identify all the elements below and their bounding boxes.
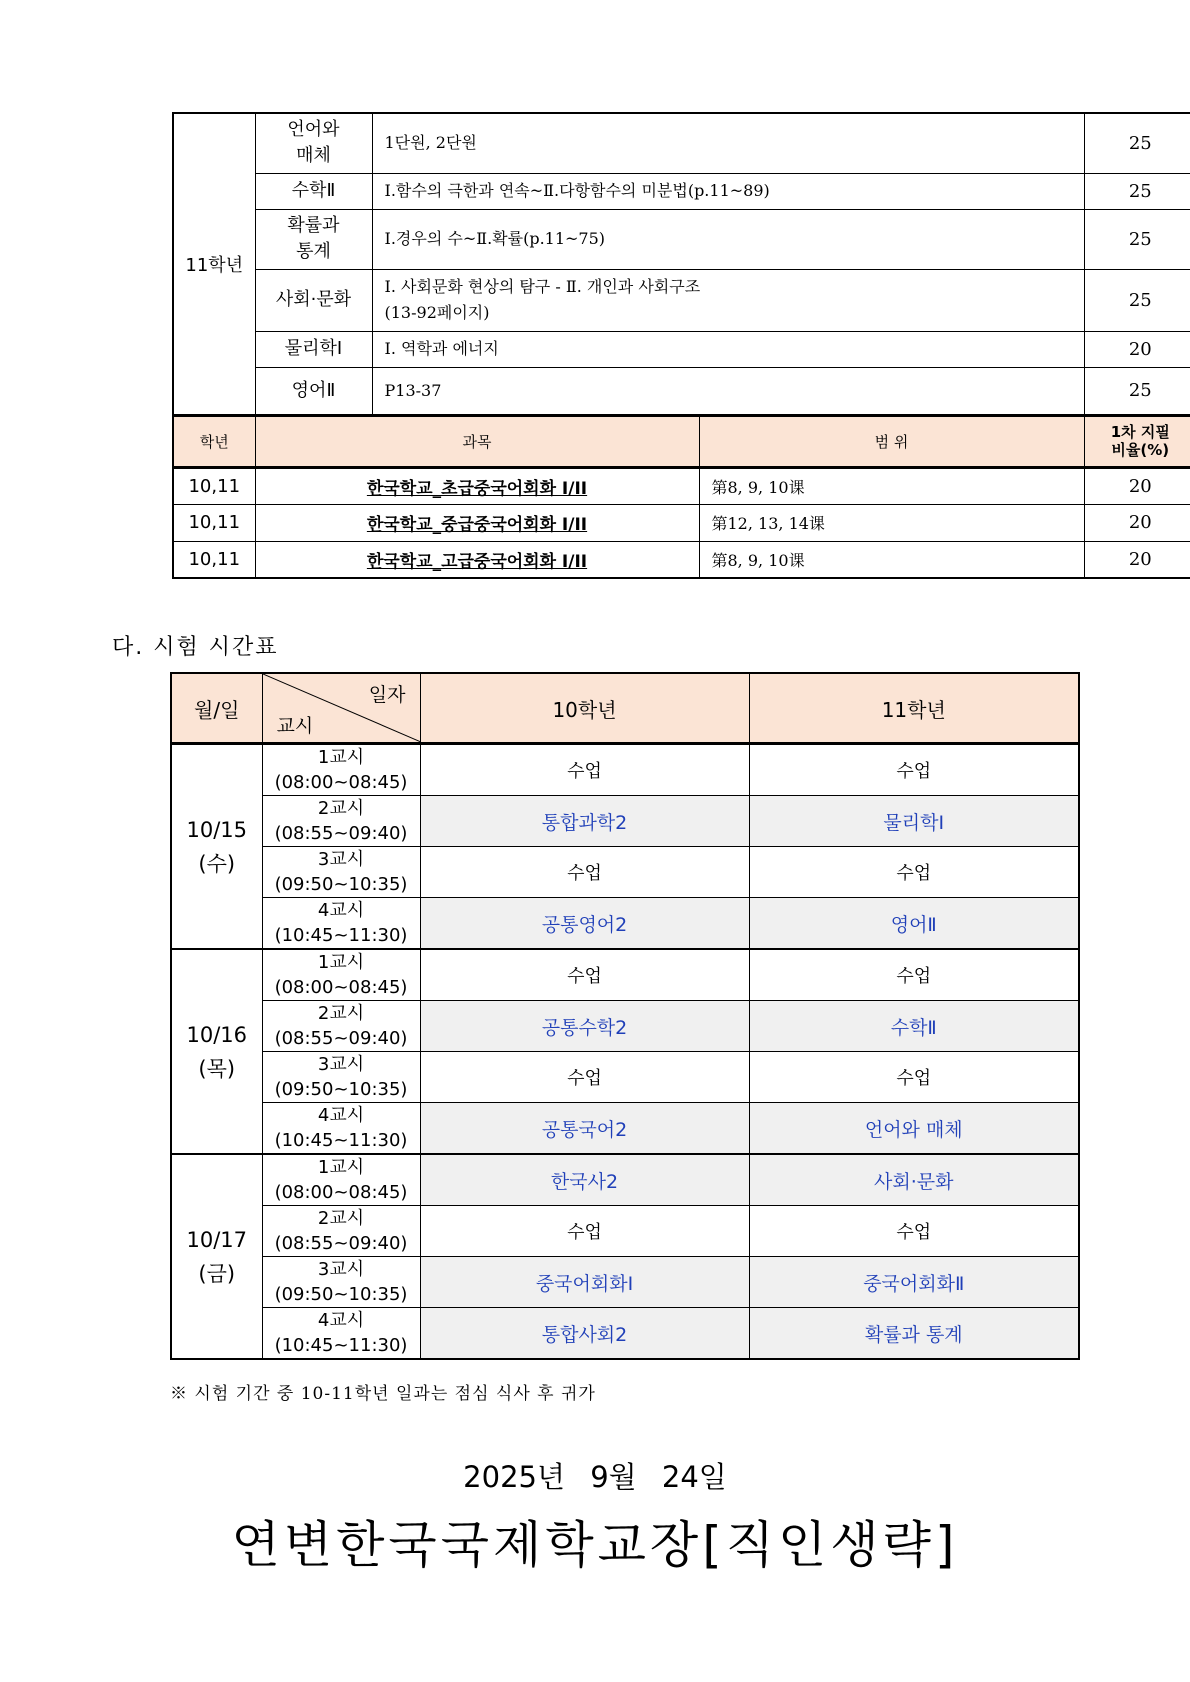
exam-range: Ⅰ.경우의 수~Ⅱ.확률(p.11~75) xyxy=(372,209,1084,269)
grade10-subject: 수업 xyxy=(420,744,749,796)
period-time: 3교시 (09:50~10:35) xyxy=(262,847,420,898)
exam-range: P13-37 xyxy=(372,367,1084,415)
exam-percent: 25 xyxy=(1084,113,1190,173)
grade10-subject: 공통영어2 xyxy=(420,898,749,950)
exam-percent: 25 xyxy=(1084,173,1190,209)
schedule-row xyxy=(171,744,1079,796)
exam-percent: 25 xyxy=(1084,209,1190,269)
period-time: 1교시 (08:00~08:45) xyxy=(262,744,420,796)
header-grade11: 11학년 xyxy=(749,673,1079,744)
schedule-row xyxy=(171,1154,1079,1206)
schedule-row xyxy=(171,1103,1079,1155)
schedule-row xyxy=(171,1052,1079,1103)
subject-name: 영어Ⅱ xyxy=(255,367,372,415)
subject-name: 언어와 매체 xyxy=(255,113,372,173)
exam-percent: 25 xyxy=(1084,269,1190,331)
chinese-course-row xyxy=(173,504,1190,541)
exam-schedule-table xyxy=(170,672,1080,1360)
course-name: 한국학교_중급중국어회화 I/II xyxy=(255,504,699,541)
grade11-subject: 수업 xyxy=(749,744,1079,796)
schedule-row xyxy=(171,796,1079,847)
range-row xyxy=(173,331,1190,367)
header-grade: 학년 xyxy=(173,415,255,467)
grade10-subject: 중국어회화Ⅰ xyxy=(420,1257,749,1308)
schedule-row xyxy=(171,1001,1079,1052)
period-time: 1교시 (08:00~08:45) xyxy=(262,949,420,1001)
header-diagonal-cell xyxy=(262,673,420,744)
course-percent: 20 xyxy=(1084,541,1190,578)
exam-range: Ⅰ.함수의 극한과 연속~Ⅱ.다항함수의 미분법(p.11~89) xyxy=(372,173,1084,209)
grade11-subject: 수업 xyxy=(749,1206,1079,1257)
grade10-subject: 공통수학2 xyxy=(420,1001,749,1052)
exam-range: Ⅰ. 역학과 에너지 xyxy=(372,331,1084,367)
exam-date: 10/16 (목) xyxy=(171,949,262,1154)
grade10-subject: 수업 xyxy=(420,949,749,1001)
range-row xyxy=(173,113,1190,173)
course-name: 한국학교_고급중국어회화 I/II xyxy=(255,541,699,578)
schedule-row xyxy=(171,847,1079,898)
exam-date: 10/17 (금) xyxy=(171,1154,262,1359)
course-name: 한국학교_초급중국어회화 I/II xyxy=(255,467,699,504)
chinese-course-row xyxy=(173,467,1190,504)
period-time: 2교시 (08:55~09:40) xyxy=(262,1206,420,1257)
period-time: 2교시 (08:55~09:40) xyxy=(262,1001,420,1052)
grade11-subject: 수학Ⅱ xyxy=(749,1001,1079,1052)
course-range: 第12, 13, 14课 xyxy=(699,504,1084,541)
grade10-subject: 수업 xyxy=(420,847,749,898)
grade11-subject: 중국어회화Ⅱ xyxy=(749,1257,1079,1308)
issue-date: 2025년 9월 24일 xyxy=(463,1460,727,1494)
course-percent: 20 xyxy=(1084,504,1190,541)
header-date: 월/일 xyxy=(171,673,262,744)
grade10-subject: 한국사2 xyxy=(420,1154,749,1206)
header-day-label: 일자 xyxy=(368,684,406,706)
footnote: ※ 시험 기간 중 10-11학년 일과는 점심 식사 후 귀가 xyxy=(170,1384,596,1404)
schedule-row xyxy=(171,949,1079,1001)
schedule-header-row xyxy=(171,673,1079,744)
exam-date: 10/15 (수) xyxy=(171,744,262,950)
schedule-row xyxy=(171,898,1079,950)
grade-label: 11학년 xyxy=(173,113,255,415)
subject-name: 물리학Ⅰ xyxy=(255,331,372,367)
period-time: 3교시 (09:50~10:35) xyxy=(262,1257,420,1308)
header-percent: 1차 지필 비율(%) xyxy=(1084,415,1190,467)
range-row xyxy=(173,209,1190,269)
range-header-row xyxy=(173,415,1190,467)
schedule-row xyxy=(171,1308,1079,1360)
period-time: 4교시 (10:45~11:30) xyxy=(262,1308,420,1360)
course-grade: 10,11 xyxy=(173,541,255,578)
course-grade: 10,11 xyxy=(173,467,255,504)
chinese-course-row xyxy=(173,541,1190,578)
period-time: 1교시 (08:00~08:45) xyxy=(262,1154,420,1206)
section-title: 다. 시험 시간표 xyxy=(112,635,279,660)
schedule-row xyxy=(171,1257,1079,1308)
period-time: 4교시 (10:45~11:30) xyxy=(262,898,420,950)
grade10-subject: 수업 xyxy=(420,1206,749,1257)
header-subject: 과목 xyxy=(255,415,699,467)
course-percent: 20 xyxy=(1084,467,1190,504)
range-row xyxy=(173,173,1190,209)
header-period-label: 교시 xyxy=(276,715,314,737)
grade11-subject: 수업 xyxy=(749,847,1079,898)
grade10-subject: 통합사회2 xyxy=(420,1308,749,1360)
grade11-subject: 수업 xyxy=(749,949,1079,1001)
principal-signature: 연변한국국제학교장[직인생략] xyxy=(231,1516,959,1574)
grade11-subject: 물리학Ⅰ xyxy=(749,796,1079,847)
grade11-subject: 사회·문화 xyxy=(749,1154,1079,1206)
range-row xyxy=(173,367,1190,415)
course-range: 第8, 9, 10课 xyxy=(699,541,1084,578)
course-grade: 10,11 xyxy=(173,504,255,541)
header-range: 범 위 xyxy=(699,415,1084,467)
period-time: 3교시 (09:50~10:35) xyxy=(262,1052,420,1103)
period-time: 2교시 (08:55~09:40) xyxy=(262,796,420,847)
grade11-subject: 수업 xyxy=(749,1052,1079,1103)
exam-percent: 20 xyxy=(1084,331,1190,367)
subject-name: 사회·문화 xyxy=(255,269,372,331)
grade10-subject: 수업 xyxy=(420,1052,749,1103)
schedule-row xyxy=(171,1206,1079,1257)
exam-range-table xyxy=(172,112,1190,579)
grade10-subject: 통합과학2 xyxy=(420,796,749,847)
course-range: 第8, 9, 10课 xyxy=(699,467,1084,504)
grade10-subject: 공통국어2 xyxy=(420,1103,749,1155)
range-row xyxy=(173,269,1190,331)
grade11-subject: 확률과 통계 xyxy=(749,1308,1079,1360)
exam-range: Ⅰ. 사회문화 현상의 탐구 - Ⅱ. 개인과 사회구조 (13-92페이지) xyxy=(372,269,1084,331)
period-time: 4교시 (10:45~11:30) xyxy=(262,1103,420,1155)
subject-name: 확률과 통계 xyxy=(255,209,372,269)
grade11-subject: 영어Ⅱ xyxy=(749,898,1079,950)
header-grade10: 10학년 xyxy=(420,673,749,744)
grade11-subject: 언어와 매체 xyxy=(749,1103,1079,1155)
subject-name: 수학Ⅱ xyxy=(255,173,372,209)
exam-range: 1단원, 2단원 xyxy=(372,113,1084,173)
exam-percent: 25 xyxy=(1084,367,1190,415)
